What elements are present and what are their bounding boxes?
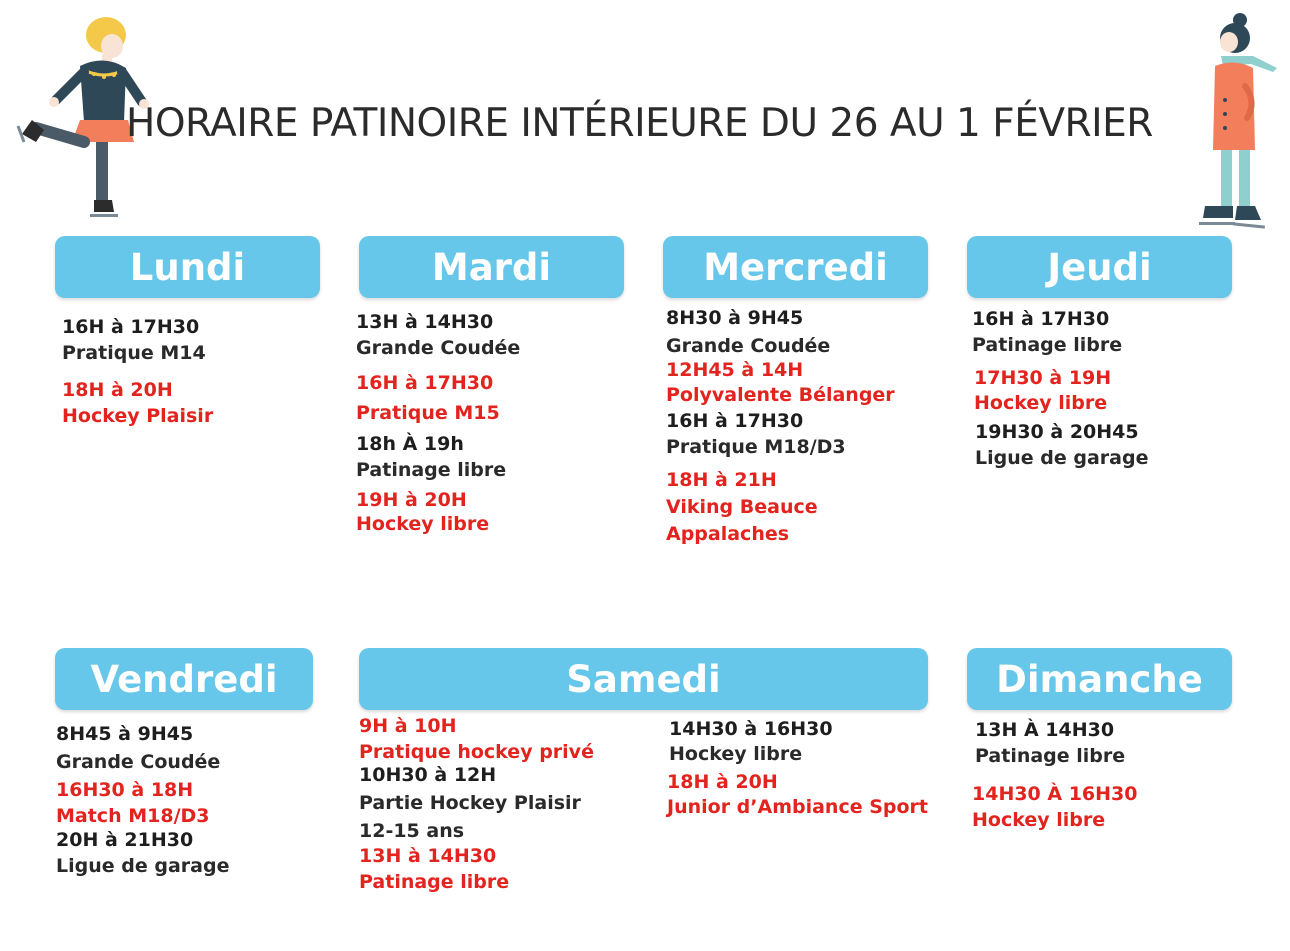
schedule-entry — [666, 304, 830, 360]
entry-activity: Hockey libre — [356, 513, 490, 535]
entry-time: 18h À 19h — [356, 433, 464, 455]
entry-time: 16H30 à 18H — [56, 779, 194, 801]
entry-activity: Viking Beauce — [666, 496, 818, 518]
entry-activity: Pratique hockey privé — [359, 741, 594, 763]
entry-time: 16H à 17H30 — [666, 410, 804, 432]
entry-time: 10H30 à 12H — [359, 764, 497, 786]
entry-activity: Polyvalente Bélanger — [666, 384, 895, 406]
schedule-entry — [975, 717, 1125, 769]
schedule-entry — [359, 843, 509, 895]
schedule-entry — [359, 713, 594, 765]
entry-activity: Junior d’Ambiance Sport — [667, 796, 929, 818]
day-header-mercredi: Mercredi — [663, 236, 928, 298]
entry-activity: Ligue de garage — [975, 447, 1149, 469]
day-header-jeudi: Jeudi — [967, 236, 1232, 298]
schedule-entry — [669, 717, 833, 767]
entry-activity: Patinage libre — [359, 871, 510, 893]
schedule-entry — [666, 408, 846, 460]
entry-time: 18H à 21H — [666, 469, 777, 491]
day-header-samedi: Samedi — [359, 648, 928, 710]
schedule-entry — [56, 720, 220, 776]
entry-time: 19H30 à 20H45 — [975, 421, 1139, 443]
schedule-entry — [972, 306, 1122, 358]
entry-activity: Hockey Plaisir — [62, 405, 214, 427]
entry-activity: Pratique M18/D3 — [666, 436, 846, 458]
entry-activity: Grande Coudée — [666, 335, 831, 357]
entry-activity-line2: 12-15 ans — [359, 820, 465, 842]
entry-activity: Match M18/D3 — [56, 805, 210, 827]
entry-activity: Hockey libre — [974, 392, 1108, 414]
schedule-entry — [356, 309, 520, 361]
page-title: HORAIRE PATINOIRE INTÉRIEURE DU 26 AU 1 FÉVRIER — [126, 101, 1153, 146]
entry-time: 13H À 14H30 — [975, 719, 1115, 741]
day-header-mardi: Mardi — [359, 236, 624, 298]
schedule-entry — [356, 488, 489, 536]
entry-activity: Partie Hockey Plaisir — [359, 792, 581, 814]
day-header-vendredi: Vendredi — [55, 648, 313, 710]
entry-time: 18H à 20H — [667, 771, 778, 793]
entry-time: 13H à 14H30 — [359, 845, 497, 867]
schedule-entry — [62, 314, 206, 366]
schedule-entry — [975, 419, 1148, 471]
entry-time: 17H30 à 19H — [974, 367, 1112, 389]
entry-activity: Grande Coudée — [56, 751, 221, 773]
schedule-entry — [666, 358, 895, 408]
entry-activity-line2: Appalaches — [666, 523, 790, 545]
entry-time: 19H à 20H — [356, 489, 467, 511]
entry-time: 20H à 21H30 — [56, 829, 194, 851]
entry-time: 13H à 14H30 — [356, 311, 494, 333]
day-header-dimanche: Dimanche — [967, 648, 1232, 710]
schedule-entry — [56, 827, 229, 879]
entry-activity: Patinage libre — [356, 459, 507, 481]
entry-time: 12H45 à 14H — [666, 359, 804, 381]
schedule-entry — [56, 777, 210, 829]
entry-time: 14H30 À 16H30 — [972, 783, 1138, 805]
entry-time: 8H30 à 9H45 — [666, 307, 804, 329]
schedule-entry — [974, 366, 1111, 416]
entry-activity: Ligue de garage — [56, 855, 230, 877]
schedule-entry — [666, 467, 818, 548]
entry-activity: Pratique M14 — [62, 342, 206, 364]
entry-time: 8H45 à 9H45 — [56, 723, 194, 745]
day-header-lundi: Lundi — [55, 236, 320, 298]
entry-time: 16H à 17H30 — [62, 316, 200, 338]
skater-woman-right-illustration — [1185, 10, 1285, 235]
schedule-entry — [972, 781, 1138, 833]
schedule-entry — [667, 770, 928, 820]
schedule-entry — [62, 377, 213, 429]
schedule-entry — [359, 761, 581, 845]
entry-time: 18H à 20H — [62, 379, 173, 401]
entry-time: 16H à 17H30 — [972, 308, 1110, 330]
entry-time: 16H à 17H30 — [356, 372, 494, 394]
schedule-entry — [356, 431, 506, 483]
entry-activity: Patinage libre — [972, 334, 1123, 356]
entry-activity: Grande Coudée — [356, 337, 521, 359]
entry-activity: Hockey libre — [669, 743, 803, 765]
entry-activity: Pratique M15 — [356, 402, 500, 424]
schedule-entry — [356, 368, 500, 428]
entry-time: 14H30 à 16H30 — [669, 718, 833, 740]
entry-activity: Hockey libre — [972, 809, 1106, 831]
entry-activity: Patinage libre — [975, 745, 1126, 767]
entry-time: 9H à 10H — [359, 715, 457, 737]
